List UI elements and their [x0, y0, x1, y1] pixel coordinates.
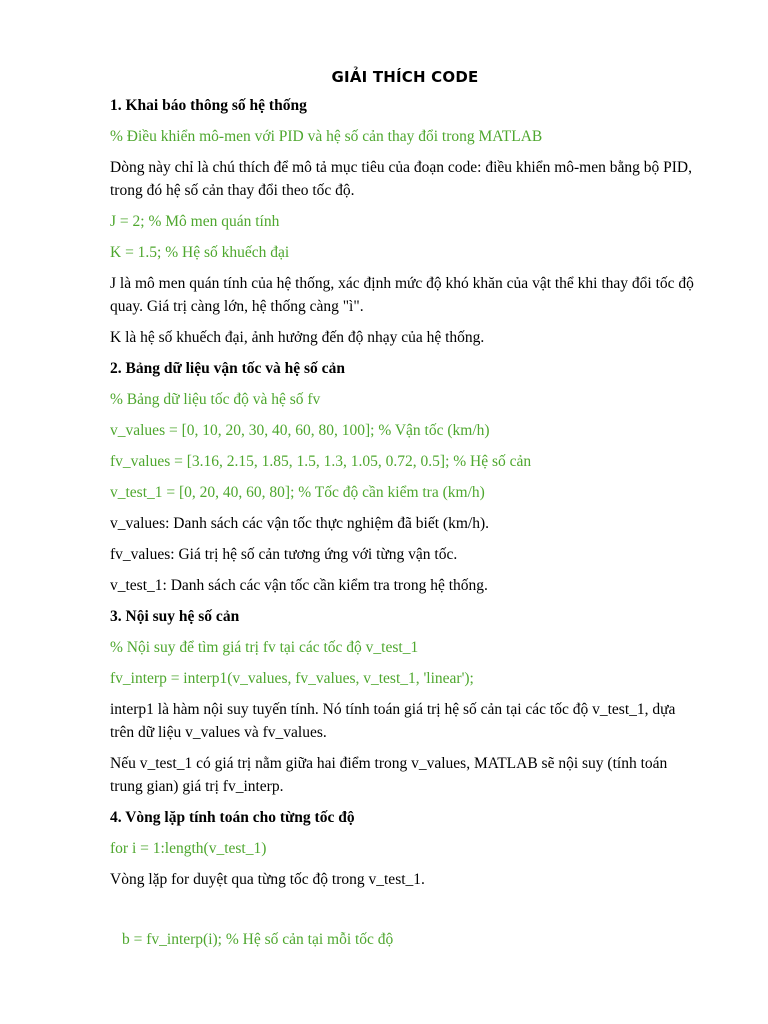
document-title: GIẢI THÍCH CODE: [331, 68, 479, 86]
code-line: fv_values = [3.16, 2.15, 1.85, 1.5, 1.3, 1.05, 0.72, 0.5]; % Hệ số cản: [110, 453, 532, 470]
explanation-paragraph: Nếu v_test_1 có giá trị nằm giữa hai điểm trong v_values, MATLAB sẽ nội suy (tính toán trung gian) giá trị fv_interp.: [110, 755, 668, 795]
section-heading-1: 1. Khai báo thông số hệ thống: [110, 97, 307, 114]
code-line-indented: b = fv_interp(i); % Hệ số cản tại mỗi tốc độ: [122, 931, 394, 948]
code-line: K = 1.5; % Hệ số khuếch đại: [110, 244, 290, 261]
explanation-paragraph: interp1 là hàm nội suy tuyến tính. Nó tính toán giá trị hệ số cản tại các tốc độ v_test_1, dựa trên dữ liệu v_values và fv_values.: [110, 701, 676, 741]
document-page: [110, 66, 700, 959]
code-line: v_test_1 = [0, 20, 40, 60, 80]; % Tốc độ cần kiểm tra (km/h): [110, 484, 485, 501]
section-heading-3: 3. Nội suy hệ số cản: [110, 608, 240, 625]
explanation-paragraph: K là hệ số khuếch đại, ảnh hưởng đến độ nhạy của hệ thống.: [110, 329, 485, 346]
code-line: for i = 1:length(v_test_1): [110, 840, 267, 857]
section-heading-4: 4. Vòng lặp tính toán cho từng tốc độ: [110, 809, 355, 826]
code-line: v_values = [0, 10, 20, 30, 40, 60, 80, 100]; % Vận tốc (km/h): [110, 422, 490, 439]
explanation-paragraph: Vòng lặp for duyệt qua từng tốc độ trong v_test_1.: [110, 871, 425, 888]
explanation-paragraph: v_values: Danh sách các vận tốc thực nghiệm đã biết (km/h).: [110, 515, 489, 532]
code-line: fv_interp = interp1(v_values, fv_values, v_test_1, 'linear');: [110, 670, 474, 687]
explanation-paragraph: Dòng này chỉ là chú thích để mô tả mục tiêu của đoạn code: điều khiển mô-men bằng bộ PID, trong đó hệ số cản thay đổi theo tốc độ.: [110, 159, 692, 199]
section-heading-2: 2. Bảng dữ liệu vận tốc và hệ số cản: [110, 360, 345, 377]
code-comment: % Bảng dữ liệu tốc độ và hệ số fv: [110, 391, 321, 408]
code-comment: % Điều khiển mô-men với PID và hệ số cản thay đổi trong MATLAB: [110, 128, 543, 145]
code-comment: % Nội suy để tìm giá trị fv tại các tốc độ v_test_1: [110, 639, 419, 656]
explanation-paragraph: fv_values: Giá trị hệ số cản tương ứng với từng vận tốc.: [110, 546, 458, 563]
blank-line: [110, 899, 700, 928]
explanation-paragraph: v_test_1: Danh sách các vận tốc cần kiểm tra trong hệ thống.: [110, 577, 488, 594]
code-line: J = 2; % Mô men quán tính: [110, 213, 280, 230]
explanation-paragraph: J là mô men quán tính của hệ thống, xác định mức độ khó khăn của vật thể khi thay đổi tốc độ quay. Giá trị càng lớn, hệ thống càng "ì".: [110, 275, 694, 315]
